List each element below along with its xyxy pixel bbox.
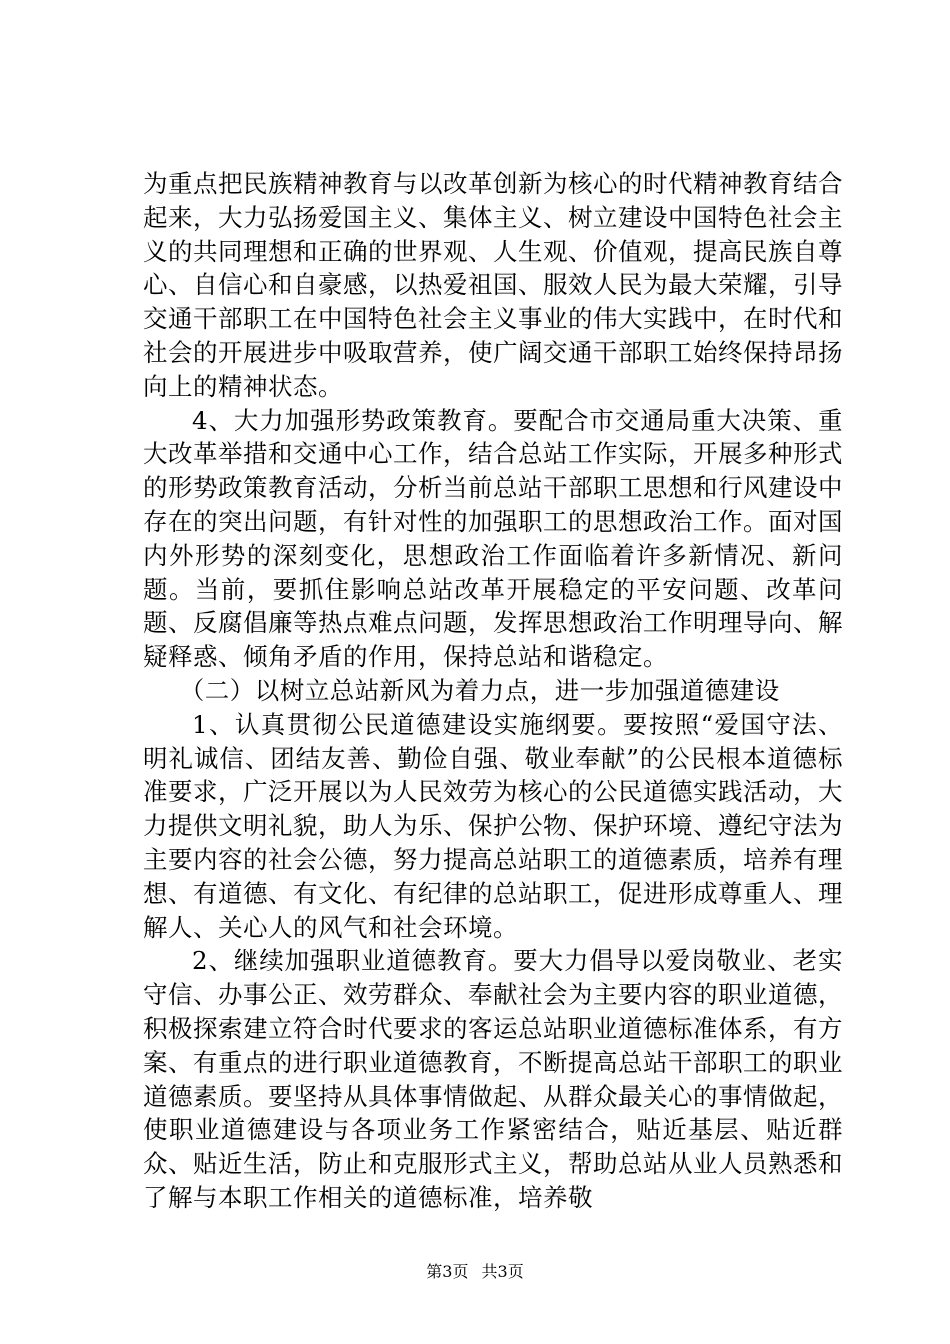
paragraph-item-1: 1、认真贯彻公民道德建设实施纲要。要按照“爱国守法、明礼诚信、团结友善、勤俭自强、敬业奉献”的公民根本道德标准要求，广泛开展以为人民效劳为核心的公民道德实践活动，大力提供文明礼貌，助人为乐、保护公物、保护环境、遵纪守法为主要内容的社会公德，努力提高总站职工的道德素质，培养有理想、有道德、有文化、有纪律的总站职工，促进形成尊重人、理解人、关心人的风气和社会环境。 xyxy=(143,709,843,942)
section-heading: （二）以树立总站新风为着力点，进一步加强道德建设 xyxy=(179,675,780,705)
document-body xyxy=(143,167,843,1215)
paragraph-item-4: 4、大力加强形势政策教育。要配合市交通局重大决策、重大改革举措和交通中心工作，结合总站工作实际，开展多种形式的形势政策教育活动，分析当前总站干部职工思想和行风建设中存在的突出问题，有针对性的加强职工的思想政治工作。面对国内外形势的深刻变化，思想政治工作面临着许多新情况、新问题。当前，要抓住影响总站改革开展稳定的平安问题、改革问题、反腐倡廉等热点难点问题，发挥思想政治工作明理导向、解疑释惑、倾角矛盾的作用，保持总站和谐稳定。 xyxy=(143,405,843,672)
paragraph-continued: 为重点把民族精神教育与以改革创新为核心的时代精神教育结合起来，大力弘扬爱国主义、集体主义、树立建设中国特色社会主义的共同理想和正确的世界观、人生观、价值观，提高民族自尊心、自信心和自豪感，以热爱祖国、服效人民为最大荣耀，引导交通干部职工在中国特色社会主义事业的伟大实践中，在时代和社会的开展进步中吸取营养，使广阔交通干部职工始终保持昂扬向上的精神状态。 xyxy=(143,169,843,401)
page-footer xyxy=(0,1262,950,1282)
paragraph-item-2: 2、继续加强职业道德教育。要大力倡导以爱岗敬业、老实守信、办事公正、效劳群众、奉献社会为主要内容的职业道德，积极探索建立符合时代要求的客运总站职业道德标准体系，有方案、有重点的进行职业道德教育，不断提高总站干部职工的职业道德素质。要坚持从具体事情做起、从群众最关心的事情做起，使职业道德建设与各项业务工作紧密结合，贴近基层、贴近群众、贴近生活，防止和克服形式主义，帮助总站从业人员熟悉和了解与本职工作相关的道德标准，培养敬 xyxy=(143,946,843,1212)
page-total: 共3页 xyxy=(481,1262,524,1281)
page-number: 第3页 xyxy=(426,1262,469,1281)
